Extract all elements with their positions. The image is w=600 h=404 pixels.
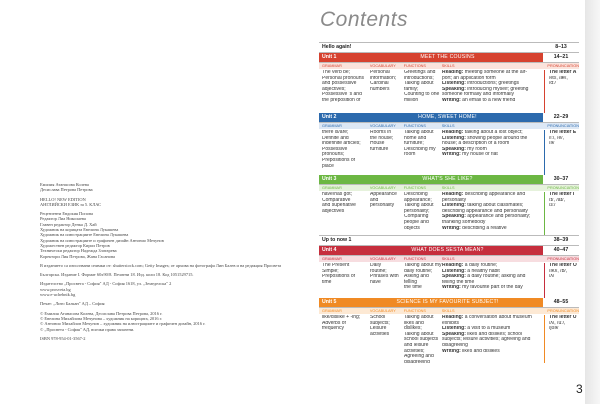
grammar-cell: [319, 130, 370, 175]
cell-line: frequency: [322, 326, 344, 332]
pron-line: /ʌ/: [549, 274, 555, 280]
cell-line: furniture;: [404, 141, 424, 147]
cell-line: Simple;: [322, 268, 339, 274]
cell-line: Prepositions of: [322, 157, 356, 163]
cell-line: disagreeing: [404, 359, 430, 363]
cell-line: School: [370, 315, 386, 320]
column-headers: [319, 256, 579, 262]
column-header: SKILLS: [441, 257, 455, 261]
contents-table: [319, 42, 579, 363]
column-header: VOCABULARY: [369, 257, 396, 261]
imprint-line: www.prosveta.bg: [40, 286, 71, 292]
toc-row-pages: 38–39: [543, 236, 579, 245]
column-header: VOCABULARY: [369, 309, 396, 313]
pron-line: /ə/: [549, 141, 555, 147]
cell-line: and superlative: [322, 203, 356, 209]
imprint-line: В изданието са използвани снимки от: shutterstock.com; Getty Images; от архива на фотографа Лин Балев и на редакция Просвета: [40, 262, 282, 268]
pron-line: /əʊ/, /ɒ/,: [549, 268, 568, 274]
unit-content: [319, 69, 579, 113]
skill-text: likes and dislikes: [460, 348, 500, 354]
cell-line: million: [404, 97, 419, 103]
column-header: PRONUNCIATION: [547, 309, 579, 313]
cell-line: adjectives;: [322, 86, 346, 92]
skills-line: [442, 226, 544, 232]
toc-row-pages: 8–13: [543, 43, 579, 52]
skill-text: someone formally and informally: [442, 92, 514, 98]
pron-line: The letter O: [549, 263, 577, 268]
skills-cell: [442, 263, 544, 298]
cell-line: Appearance: [370, 192, 397, 197]
imprint-block: [40, 211, 302, 259]
skills-cell: [442, 192, 544, 235]
cell-line: Talking about: [404, 130, 434, 135]
skill-label: Reading:: [442, 192, 464, 197]
skill-text: introductions; greetings: [465, 81, 519, 87]
skill-text: describing appearance and personality: [442, 208, 528, 214]
pronunciation-cell: [544, 192, 579, 235]
pron-line: /ʌ/, /uː/,: [549, 320, 566, 326]
cell-line: the preposition of: [322, 97, 361, 103]
cell-line: Personal pronouns: [322, 75, 364, 81]
skill-text: telling the time: [442, 279, 475, 285]
skills-line: [442, 152, 544, 158]
cell-line: The verb be;: [322, 70, 351, 75]
column-headers: [319, 123, 579, 129]
skill-text: describing appearance and: [463, 192, 526, 197]
cell-line: Counting to one: [404, 92, 440, 98]
pronunciation-cell: [544, 130, 579, 175]
column-header: PRONUNCIATION: [547, 124, 579, 128]
unit-header: [319, 246, 579, 256]
imprint-line: Печат: „Лито Балкан" АД – София: [40, 301, 105, 307]
imprint-line: Художник на корицата Евелина Лукашевa: [40, 227, 119, 233]
skill-label: Listening:: [442, 81, 466, 87]
skill-text: likes and dislikes; school: [465, 331, 523, 337]
unit-header: [319, 113, 579, 123]
column-header: FUNCTIONS: [403, 309, 426, 313]
cell-line: and possessive: [322, 81, 357, 87]
column-header: FUNCTIONS: [403, 64, 426, 68]
skills-cell: [442, 70, 544, 113]
cell-line: subjects;: [370, 320, 390, 326]
skill-text: my room: [465, 146, 487, 152]
grammar-cell: [319, 192, 370, 235]
skill-label: Speaking:: [442, 214, 466, 220]
imprint-line: HELLO! NEW EDITION: [40, 196, 86, 202]
skill-label: Reading:: [442, 70, 464, 75]
imprint-line: Издателство „Просвета - София" АД - София 1618, ул. „Земеделска" 2: [40, 281, 172, 287]
pron-line: /ɜː/: [549, 203, 556, 209]
column-header: GRAMMAR: [322, 309, 342, 313]
imprint-line: © Евелина Михайлова Мечунова – художник на корицата, 2016 г.: [40, 315, 163, 321]
skill-label: Listening:: [442, 326, 466, 332]
page-edge: [585, 0, 600, 404]
grammar-cell: [319, 263, 370, 298]
column-header: VOCABULARY: [369, 186, 396, 190]
cell-line: Talking about: [404, 331, 434, 337]
vocabulary-cell: [370, 263, 404, 298]
unit-content: [319, 191, 579, 235]
skill-text: a daily routine; asking and: [465, 274, 526, 280]
cell-line: the time: [404, 285, 422, 291]
cell-line: Prepositions of: [322, 274, 356, 280]
skill-text: showing people around the: [465, 135, 528, 141]
skills-line: [442, 98, 544, 104]
unit-content: [319, 129, 579, 175]
unit-pages: 14–21: [543, 53, 579, 62]
column-header: PRONUNCIATION: [547, 64, 579, 68]
cell-line: objects: [404, 225, 420, 231]
cell-line: and: [370, 197, 379, 203]
skill-text: appearance and personality;: [465, 214, 531, 220]
imprint-line: Художник на илюстрациите Евелина Лукашева: [40, 232, 129, 238]
skills-line: [442, 349, 544, 355]
pron-line: /jʊə/: [549, 326, 559, 332]
imprint-block: [40, 197, 302, 208]
cell-line: family;: [404, 86, 419, 92]
pron-line: The letter E: [549, 130, 577, 135]
cell-line: Comparative: [322, 197, 351, 203]
imprint-line: Българска. Издание I. Формат 60х90/8. Печатни 18. Изд. коли 18. Код 1051529715.: [40, 272, 194, 278]
pronunciation-cell: [544, 263, 579, 298]
imprint-line: Главен редактор Денка Д. Хай: [40, 221, 97, 227]
imprint-line: Технически редактор Надежда Златарева: [40, 248, 117, 254]
cell-line: the house;: [370, 135, 394, 141]
page-number: 3: [576, 382, 583, 396]
cell-line: Talking about: [404, 81, 434, 87]
skill-label: Writing:: [442, 348, 461, 354]
cell-line: Talking about: [404, 315, 434, 320]
cell-line: Asking and telling: [404, 274, 429, 285]
pron-line: The letter A: [549, 70, 577, 75]
grammar-cell: [319, 315, 370, 363]
skill-text: my favourite part of the day: [460, 285, 523, 291]
cell-line: appearance;: [404, 197, 432, 203]
skill-label: Speaking:: [442, 86, 466, 92]
imprint-line: Емилия Атанасова Колева: [40, 182, 89, 187]
unit-pages: 22–29: [543, 113, 579, 122]
skill-text: talking about classmates;: [465, 203, 524, 209]
unit-header: [319, 298, 579, 308]
skills-cell: [442, 130, 544, 175]
imprint-block: [40, 272, 302, 277]
cell-line: activities;: [404, 348, 425, 354]
skill-text: personality: [442, 197, 467, 203]
imprint-line: Редактор Лиа Николаева: [40, 216, 86, 222]
skill-label: Reading:: [442, 263, 464, 268]
unit-pages: 40–47: [543, 246, 579, 255]
unit-pages: 30–37: [543, 175, 579, 184]
skill-label: Listening:: [442, 135, 466, 141]
cell-line: furniture: [370, 146, 389, 152]
skill-label: Listening:: [442, 268, 466, 274]
unit-header: [319, 175, 579, 185]
skill-text: describing a relative: [460, 225, 507, 231]
cell-line: Agreeing and: [404, 354, 434, 360]
unit-number: Unit 5: [322, 299, 337, 305]
cell-line: home and: [404, 135, 427, 141]
unit-title: HOME, SWEET HOME!: [418, 114, 477, 120]
skill-label: Writing:: [442, 97, 461, 103]
imprint-block: [40, 336, 302, 341]
skill-text: meeting someone at the air-: [463, 70, 528, 75]
cell-line: Possessive 's and: [322, 92, 362, 98]
column-headers: [319, 63, 579, 69]
skill-text: subjects; leisure activities; agreeing and: [442, 337, 531, 343]
cell-line: Talking about: [404, 203, 434, 209]
grammar-cell: [319, 70, 370, 113]
cell-line: Possessive: [322, 146, 348, 152]
cell-line: likes and dislikes;: [404, 320, 424, 332]
cell-line: daily routine;: [404, 268, 433, 274]
imprint-block: [40, 301, 302, 306]
unit-content: [319, 262, 579, 298]
column-header: FUNCTIONS: [403, 124, 426, 128]
unit-pages: 48–55: [543, 298, 579, 307]
cell-line: personality;: [404, 208, 430, 214]
cell-line: personality: [370, 203, 395, 209]
skills-cell: [442, 315, 544, 363]
imprint-line: АНГЛИЙСКИ ЕЗИК за 5. КЛАС: [40, 201, 102, 207]
cell-line: adjectives: [322, 208, 345, 214]
cell-line: room: [404, 152, 416, 158]
cell-line: Cardinal: [370, 81, 389, 87]
skill-text: a visit to a museum: [465, 326, 511, 332]
skill-text: disagreeing: [442, 342, 468, 348]
unit-number: Unit 3: [322, 176, 337, 182]
imprint-line: © „Просвета - София" АД, всички права запазени.: [40, 326, 135, 332]
imprint-line: www.e-uchebnik.bg: [40, 292, 76, 298]
imprint-block: [40, 281, 302, 297]
skill-text: talking about a lost object;: [463, 130, 523, 135]
column-header: FUNCTIONS: [403, 186, 426, 190]
cell-line: have: [370, 279, 381, 285]
column-header: PRONUNCIATION: [547, 186, 579, 190]
imprint-line: Рецензенти Евдокия Попова: [40, 211, 93, 217]
unit-title: WHAT DOES SESTA MEAN?: [411, 247, 484, 253]
skill-text: an email to a new friend: [460, 97, 516, 103]
skill-label: Reading:: [442, 130, 464, 135]
skill-label: Speaking:: [442, 274, 466, 280]
imprint-line: © Антонио Михайлов Мечунов – художник на илюстрациите и графичен дизайн, 2016 г.: [40, 321, 206, 327]
cell-line: Leisure: [370, 326, 387, 332]
column-header: GRAMMAR: [322, 64, 342, 68]
cell-line: indefinite articles;: [322, 141, 361, 147]
cell-line: have/has got;: [322, 192, 353, 197]
cell-line: Definite and: [322, 135, 349, 141]
cell-line: Adverbs of: [322, 320, 346, 326]
imprint-line: Художник на илюстрациите и графичен дизайн Антонио Мечунов: [40, 237, 164, 243]
cell-line: Comparing: [404, 214, 429, 220]
column-header: GRAMMAR: [322, 257, 342, 261]
vocabulary-cell: [370, 192, 404, 235]
skill-label: Reading:: [442, 315, 464, 320]
cell-line: Personal: [370, 70, 390, 75]
toc-row-label: Up to now 1: [322, 237, 352, 243]
pron-line: The letter U: [549, 315, 577, 320]
cell-line: pronouns;: [322, 152, 345, 158]
column-header: SKILLS: [441, 124, 455, 128]
pron-line: /ɑː/: [549, 81, 556, 87]
vocabulary-cell: [370, 130, 404, 175]
skill-label: Writing:: [442, 152, 461, 158]
cell-line: Describing my: [404, 146, 436, 152]
cell-line: introductions;: [404, 75, 434, 81]
cell-line: Talking about my: [404, 263, 442, 268]
cell-line: Daily: [370, 263, 382, 268]
skill-label: Listening:: [442, 203, 466, 209]
cell-line: school subjects: [404, 337, 439, 343]
cell-line: Phrases with: [370, 274, 399, 280]
column-header: VOCABULARY: [369, 124, 396, 128]
unit-title: SCIENCE IS MY FAVOURITE SUBJECT!: [396, 299, 499, 305]
skill-text: introducing myself; greeting: [465, 86, 529, 92]
cell-line: like/dislike + -ing;: [322, 315, 361, 320]
imprint-line: Десислава Петрова Петрова: [40, 187, 93, 193]
skill-label: Speaking:: [442, 331, 466, 337]
column-headers: [319, 308, 579, 314]
imprint-line: Художествен редактор Кирил Петров: [40, 242, 110, 248]
column-header: PRONUNCIATION: [547, 257, 579, 261]
unit-title: WHAT'S SHE LIKE?: [422, 176, 473, 182]
skill-text: a conversation about museum: [463, 315, 532, 320]
cell-line: Greetings and: [404, 70, 436, 75]
toc-row-plain: [319, 42, 579, 53]
unit-header: [319, 53, 579, 63]
vocabulary-cell: [370, 70, 404, 113]
cell-line: Describing: [404, 192, 428, 197]
unit-number: Unit 2: [322, 114, 337, 120]
skill-label: Speaking:: [442, 146, 466, 152]
unit-number: Unit 1: [322, 54, 337, 60]
column-header: GRAMMAR: [322, 124, 342, 128]
column-header: VOCABULARY: [369, 64, 396, 68]
skill-label: Writing:: [442, 225, 461, 231]
column-header: SKILLS: [441, 309, 455, 313]
pron-line: /ɪ/, /aɪ/,: [549, 197, 566, 203]
imprint-text: [40, 182, 302, 345]
functions-cell: [404, 192, 442, 235]
pronunciation-cell: [544, 315, 579, 363]
imprint-line: © Емилия Атанасова Колева, Десислава Петрова Петрова, 2016 г.: [40, 310, 163, 316]
column-headers: [319, 185, 579, 191]
column-header: SKILLS: [441, 64, 455, 68]
vocabulary-cell: [370, 315, 404, 363]
cell-line: activities: [370, 331, 390, 337]
cell-line: time: [322, 279, 332, 285]
functions-cell: [404, 315, 442, 363]
page-title: Contents: [320, 8, 409, 31]
unit-content: [319, 314, 579, 363]
skill-label: Writing:: [442, 285, 461, 291]
imprint-block: [40, 182, 302, 193]
skill-text: port; an application form: [442, 75, 496, 81]
skill-text: exhibits: [442, 320, 459, 326]
imprint-block: [40, 311, 302, 332]
skill-text: a daily routine;: [463, 263, 498, 268]
cell-line: and leisure: [404, 342, 429, 348]
pron-line: The letter I: [549, 192, 575, 197]
pron-line: /eɪ/, /æ/,: [549, 75, 568, 81]
cell-line: numbers: [370, 86, 390, 92]
skills-line: [442, 285, 544, 291]
pron-line: /iː/, /e/,: [549, 135, 565, 141]
column-header: SKILLS: [441, 186, 455, 190]
functions-cell: [404, 263, 442, 298]
pronunciation-cell: [544, 70, 579, 113]
imprint-block: [40, 263, 302, 268]
skill-text: a healthy habit: [465, 268, 500, 274]
toc-row-label: Hello again!: [322, 44, 352, 50]
skill-text: my house or flat: [460, 152, 498, 158]
cell-line: House: [370, 141, 385, 147]
skill-text: house; a description of a room: [442, 141, 510, 147]
functions-cell: [404, 130, 442, 175]
cell-line: place: [322, 163, 334, 169]
cell-line: routine;: [370, 268, 387, 274]
imprint-line: ISBN 978-954-01-3567-2: [40, 335, 86, 341]
cell-line: there is/are;: [322, 130, 349, 135]
unit-title: MEET THE COUSINS: [420, 54, 475, 60]
column-header: GRAMMAR: [322, 186, 342, 190]
imprint-line: Коректори Лия Петрова, Жана Гасанова: [40, 253, 115, 259]
functions-cell: [404, 70, 442, 113]
toc-row-plain: [319, 235, 579, 246]
cell-line: people and: [404, 219, 429, 225]
cell-line: Rooms in: [370, 130, 392, 135]
cell-line: The Present: [322, 263, 350, 268]
cell-line: information;: [370, 75, 397, 81]
column-header: FUNCTIONS: [403, 257, 426, 261]
skill-text: thanking somebody: [442, 219, 486, 225]
unit-number: Unit 4: [322, 247, 337, 253]
